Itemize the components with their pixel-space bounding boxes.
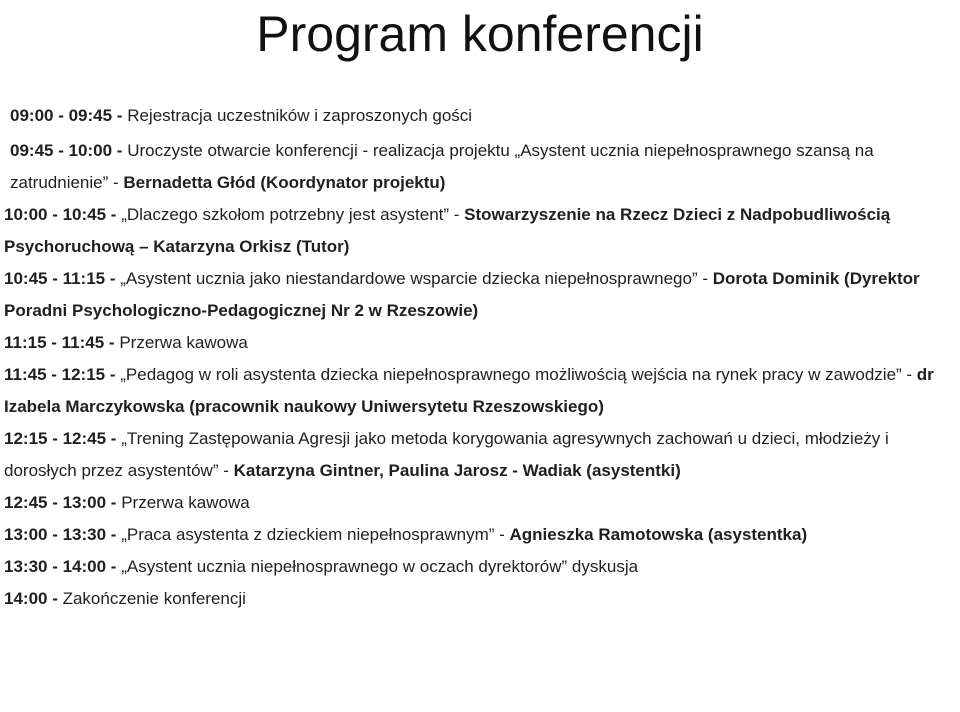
program-entry-8 [4,487,958,519]
entry-speaker: Stowarzyszenie na Rzecz Dzieci z Nadpobudliwością Psychoruchową – Katarzyna Orkisz (Tutor) [4,205,891,256]
program-entry-1 [4,100,958,132]
entry-separator: - [106,493,122,512]
entry-topic: „Asystent ucznia niepełnosprawnego w oczach dyrektorów” dyskusja [121,557,639,576]
entry-speaker: Dorota Dominik (Dyrektor Poradni Psychologiczno-Pedagogicznej Nr 2 w Rzeszowie) [4,269,920,320]
entry-time: 14:00 [4,589,48,608]
entry-separator: - [106,429,122,448]
entry-time: 12:45 - 13:00 [4,493,107,512]
entry-topic: „Dlaczego szkołom potrzebny jest asystent” - [121,205,465,224]
entry-topic: „Trening Zastępowania Agresji jako metoda korygowania agresywnych zachowań u dzieci, młodzieży i dorosłych przez asystentów” - [4,429,889,480]
program-entry-6 [4,359,958,423]
page-title: Program konferencji [256,6,704,62]
entry-topic: „Pedagog w roli asystenta dziecka niepełnosprawnego możliwością wejścia na rynek pracy w zawodzie” - [120,365,917,384]
entry-separator: - [105,269,121,288]
entry-separator: - [47,589,63,608]
entry-time: 11:45 - 12:15 [4,365,106,384]
entry-time: 09:45 - 10:00 [10,141,113,160]
entry-topic: Uroczyste otwarcie konferencji - realizacja projektu „Asystent ucznia niepełnosprawnego szansą na zatrudnienie” - [10,141,874,192]
entry-topic: „Asystent ucznia jako niestandardowe wsparcie dziecka niepełnosprawnego” - [120,269,713,288]
entry-separator: - [106,525,122,544]
entry-time: 12:15 - 12:45 [4,429,107,448]
program-entry-11 [4,583,958,615]
program-entry-9 [4,519,958,551]
entry-topic: Zakończenie konferencji [62,589,246,608]
entry-time: 09:00 - 09:45 [10,106,113,125]
entry-separator: - [112,141,128,160]
program-entry-4 [4,263,958,327]
entry-speaker: Katarzyna Gintner, Paulina Jarosz - Wadiak (asystentki) [233,461,681,480]
entry-time: 13:00 - 13:30 [4,525,107,544]
entry-topic: „Praca asystenta z dzieckiem niepełnosprawnym” - [121,525,510,544]
entry-speaker: dr Izabela Marczykowska (pracownik naukowy Uniwersytetu Rzeszowskiego) [4,365,934,416]
entry-time: 11:15 - 11:45 [4,333,105,352]
program-entry-2 [4,135,958,199]
entry-time: 13:30 - 14:00 [4,557,107,576]
program-entry-5 [4,327,958,359]
program-entry-7 [4,423,958,487]
entry-separator: - [106,205,122,224]
entry-speaker: Agnieszka Ramotowska (asystentka) [509,525,808,544]
entry-time: 10:45 - 11:15 [4,269,106,288]
program-list [4,100,958,615]
entry-topic: Przerwa kawowa [121,493,250,512]
entry-topic: Rejestracja uczestników i zaproszonych gości [127,106,473,125]
entry-time: 10:00 - 10:45 [4,205,107,224]
program-entry-3 [4,199,958,263]
program-entry-10 [4,551,958,583]
entry-speaker: Bernadetta Głód (Koordynator projektu) [123,173,446,192]
entry-separator: - [106,557,122,576]
entry-separator: - [104,333,120,352]
entry-topic: Przerwa kawowa [119,333,248,352]
entry-separator: - [105,365,121,384]
entry-separator: - [112,106,128,125]
